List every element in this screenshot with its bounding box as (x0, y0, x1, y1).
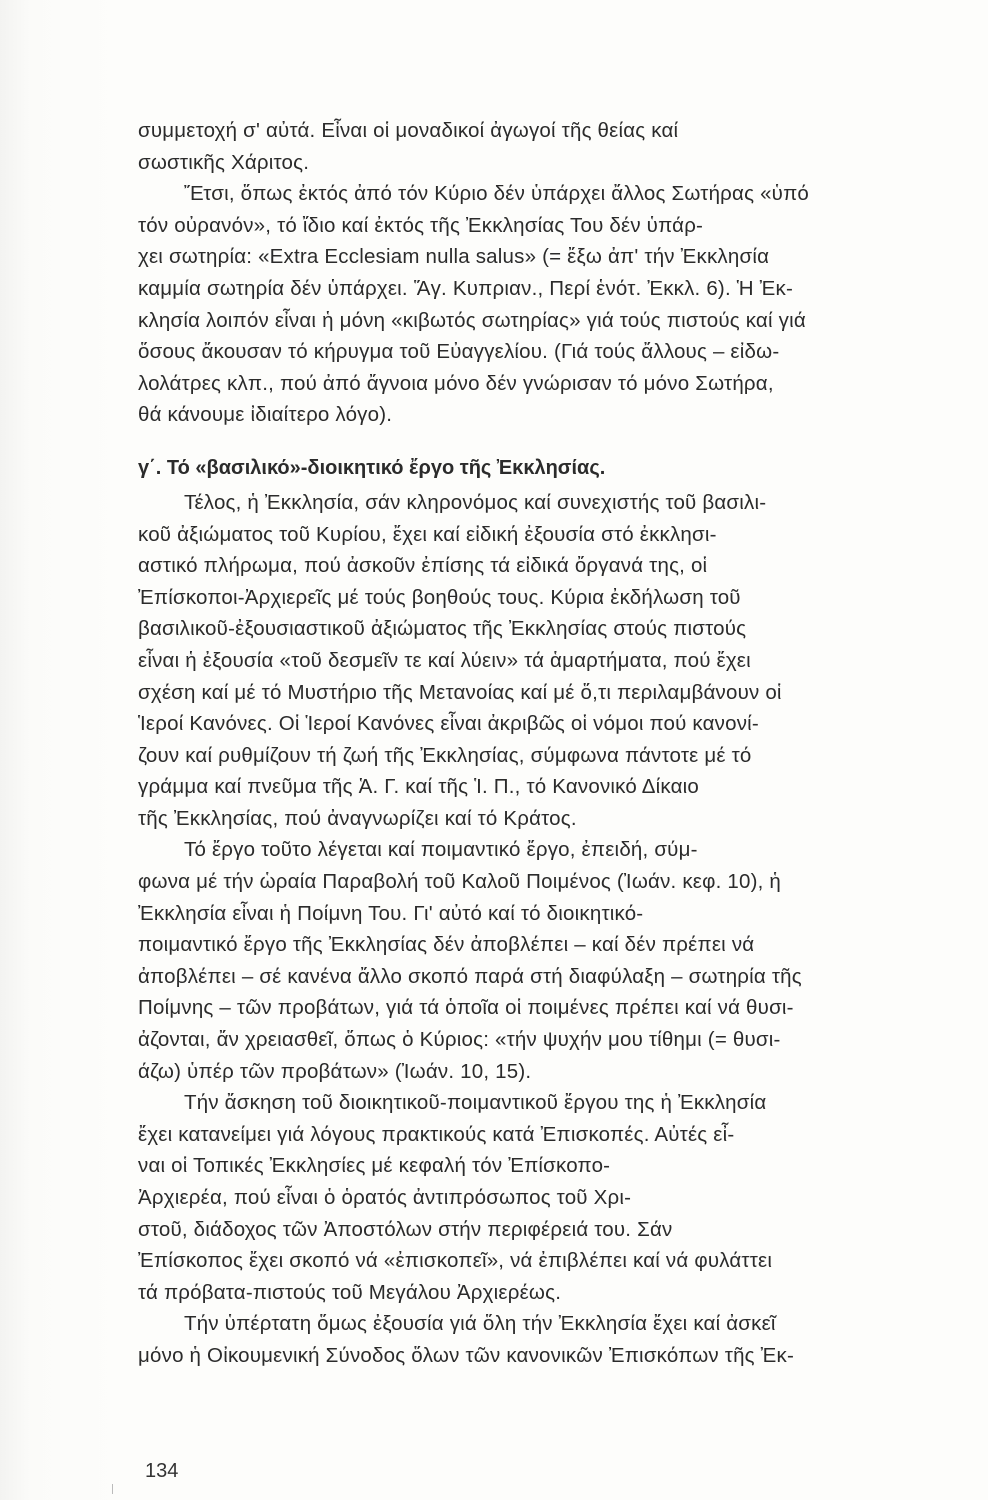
text-column (138, 115, 953, 1372)
text-line: άζω) ὑπέρ τῶν προβάτων» (Ἰωάν. 10, 15). (138, 1059, 532, 1083)
text-line: Ἐπίσκοπος ἔχει σκοπό νά «ἐπισκοπεῖ», νά ἐπιβλέπει καί νά φυλάττει (138, 1249, 773, 1273)
text-line: ἀποβλέπει – σέ κανένα ἄλλο σκοπό παρά στή διαφύλαξη – σωτηρία τῆς (138, 964, 802, 988)
text-line: ναι οἱ Τοπικές Ἐκκλησίες μέ κεφαλή τόν Ἐπίσκοπο- (138, 1154, 611, 1178)
text-line: συμμετοχή σ' αὐτά. Εἶναι οἱ μοναδικοί ἀγωγοί τῆς θείας καί (138, 119, 679, 142)
text-line: Τέλος, ἡ Ἐκκλησία, σάν κληρονόμος καί συνεχιστής τοῦ βασιλι- (184, 490, 767, 514)
text-line: Ποίμνης – τῶν προβάτων, γιά τά ὁποῖα οἱ ποιμένες πρέπει καί νά θυσι- (138, 996, 794, 1020)
text-line: κοῦ ἀξιώματος τοῦ Κυρίου, ἔχει καί εἰδική ἐξουσία στό ἐκκλησι- (138, 522, 717, 546)
text-line: χει σωτηρία: «Extra Ecclesiam nulla salus» (= ἔξω ἀπ' τήν Ἐκκλησία (138, 245, 770, 269)
text-line: ὅσους ἄκουσαν τό κήρυγμα τοῦ Εὐαγγελίου. (Γιά τούς ἄλλους – εἰδω- (138, 340, 780, 364)
text-line: τά πρόβατα-πιστούς τοῦ Μεγάλου Ἀρχιερέως. (138, 1280, 562, 1304)
text-line: Ἐκκλησία εἶναι ἡ Ποίμνη Του. Γι' αὐτό καί τό διοικητικό- (138, 901, 644, 925)
text-line: ἀζονται, ἄν χρειασθεῖ, ὅπως ὁ Κύριος: «τήν ψυχήν μου τίθημι (= θυσι- (138, 1028, 781, 1052)
text-line: Τό ἔργο τοῦτο λέγεται καί ποιμαντικό ἔργο, ἐπειδή, σύμ- (184, 838, 698, 862)
text-line: αστικό πλήρωμα, πού ἀσκοῦν ἐπίσης τά εἰδικά ὄργανά της, οἱ (138, 554, 708, 578)
text-line: θά κάνουμε ἰδιαίτερο λόγο). (138, 403, 393, 427)
text-line: ἔχει κατανείμει γιά λόγους πρακτικούς κατά Ἐπισκοπές. Αὐτές εἶ- (138, 1122, 735, 1146)
text-line: ζουν καί ρυθμίζουν τή ζωή τῆς Ἐκκλησίας, σύμφωνα πάντοτε μέ τό (138, 743, 752, 767)
text-line: τῆς Ἐκκλησίας, πού ἀναγνωρίζει καί τό Κράτος. (138, 806, 577, 830)
text-line: τόν οὐρανόν», τό ἴδιο καί ἐκτός τῆς Ἐκκλησίας Του δέν ὑπάρ- (138, 213, 704, 237)
text-line: κλησία λοιπόν εἶναι ἡ μόνη «κιβωτός σωτηρίας» γιά τούς πιστούς καί γιά (138, 308, 806, 332)
text-line: βασιλικοῦ-ἐξουσιαστικοῦ ἀξιώματος τῆς Ἐκκλησίας στούς πιστούς (138, 617, 747, 641)
text-line: σωστικῆς Χάριτος. (138, 150, 310, 174)
text-line: Ἀρχιερέα, πού εἶναι ὁ ὁρατός ἀντιπρόσωπος τοῦ Χρι- (138, 1186, 632, 1209)
text-line: ποιμαντικό ἔργο τῆς Ἐκκλησίας δέν ἀποβλέπει – καί δέν πρέπει νά (138, 933, 755, 957)
margin-mark (112, 1484, 113, 1494)
text-line: στοῦ, διάδοχος τῶν Ἀποστόλων στήν περιφέρειά του. Σάν (138, 1217, 673, 1241)
text-line: Ἱεροί Κανόνες. Οἱ Ἱεροί Κανόνες εἶναι ἀκριβῶς οἱ νόμοι πού κανονί- (138, 712, 759, 736)
text-line: καμμία σωτηρία δέν ὑπάρχει. Ἅγ. Κυπριαν., Περί ἑνότ. Ἐκκλ. 6). Ἡ Ἐκ- (138, 276, 794, 300)
text-line: εἶναι ἡ ἐξουσία «τοῦ δεσμεῖν τε καί λύειν» τά ἁμαρτήματα, πού ἔχει (138, 648, 751, 672)
text-line: Ἐπίσκοποι-Ἀρχιερεῖς μέ τούς βοηθούς τους. Κύρια ἐκδήλωση τοῦ (138, 585, 741, 609)
text-line: Τήν ὑπέρτατη ὅμως ἐξουσία γιά ὅλη τήν Ἐκκλησία ἔχει καί ἀσκεῖ (184, 1312, 776, 1336)
text-line: μόνο ἡ Οἰκουμενική Σύνοδος ὅλων τῶν κανονικῶν Ἐπισκόπων τῆς Ἐκ- (138, 1343, 795, 1367)
text-line: Ἔτσι, ὅπως ἐκτός ἀπό τόν Κύριο δέν ὑπάρχει ἄλλος Σωτήρας «ὑπό (184, 182, 810, 206)
text-line: σχέση καί μέ τό Μυστήριο τῆς Μετανοίας καί μέ ὅ,τι περιλαμβάνουν οἱ (138, 680, 782, 704)
section-heading: γ΄. Τό «βασιλικό»-διοικητικό ἔργο τῆς Ἐκκλησίας. (138, 456, 606, 479)
text-line: γράμμα καί πνεῦμα τῆς Ἁ. Γ. καί τῆς Ἱ. Π., τό Κανονικό Δίκαιο (138, 775, 700, 799)
text-line: λολάτρες κλπ., πού ἀπό ἄγνοια μόνο δέν γνώρισαν τό μόνο Σωτήρα, (138, 371, 774, 395)
page-number: 134 (145, 1460, 179, 1482)
text-line: φωνα μέ τήν ὡραία Παραβολή τοῦ Καλοῦ Ποιμένος (Ἰωάν. κεφ. 10), ἡ (138, 870, 782, 894)
text-line: Τήν ἄσκηση τοῦ διοικητικοῦ-ποιμαντικοῦ ἔργου της ἡ Ἐκκλησία (184, 1091, 767, 1115)
